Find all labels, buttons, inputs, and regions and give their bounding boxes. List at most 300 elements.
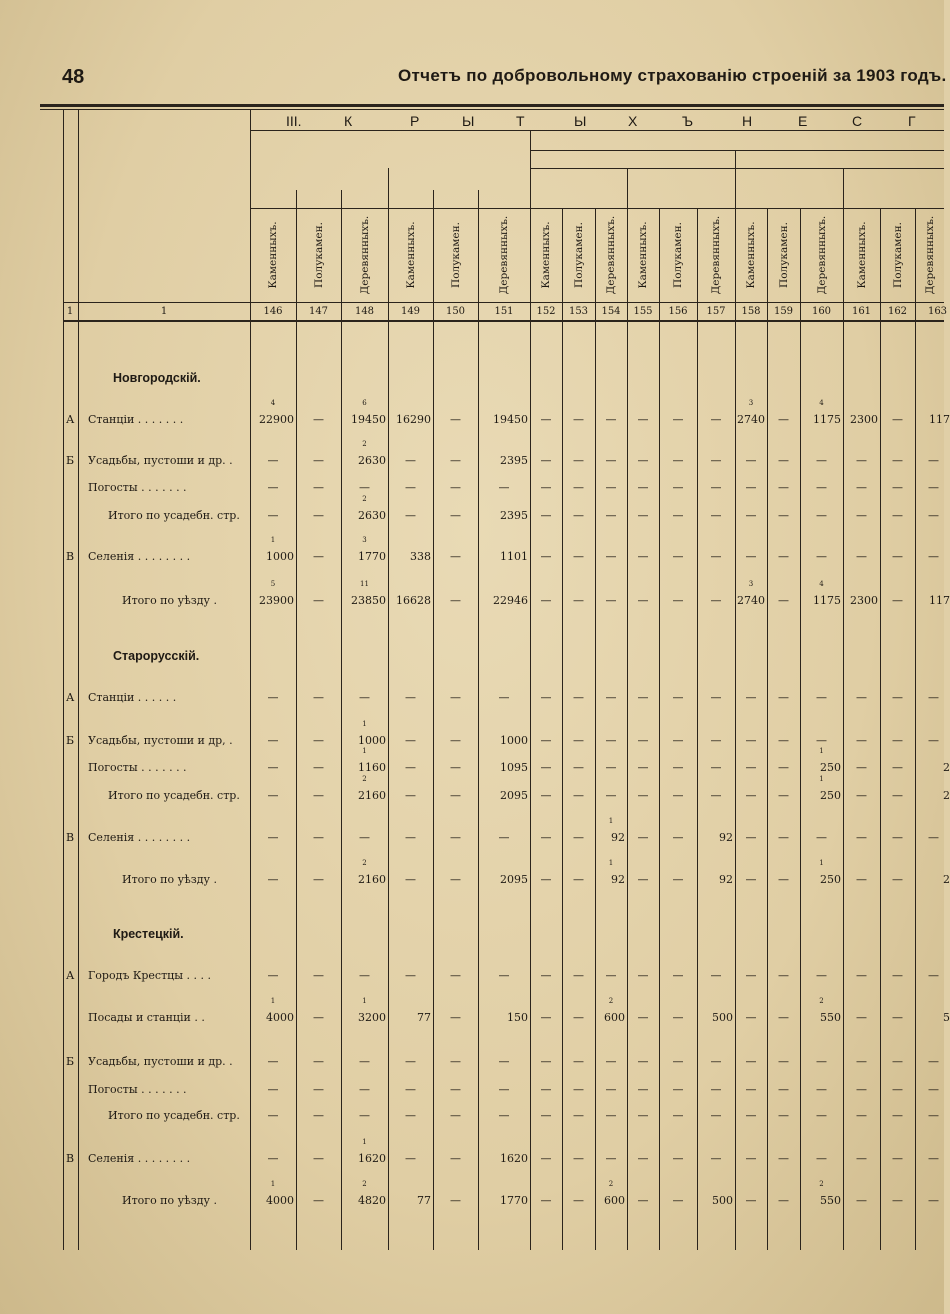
material-label: Полукамен. bbox=[449, 222, 462, 288]
cell-dash: — bbox=[710, 789, 722, 802]
cell-value: 600 bbox=[604, 1194, 625, 1207]
material-label: Деревянныхъ. bbox=[709, 215, 722, 295]
column-number: 146 bbox=[263, 306, 283, 317]
cell-dash: — bbox=[573, 969, 584, 982]
cell-value: 2 bbox=[943, 761, 950, 774]
cell-dash: — bbox=[573, 1152, 584, 1165]
cell-dash: — bbox=[405, 873, 416, 886]
column-number: 155 bbox=[633, 306, 653, 317]
material-label: Полукамен. bbox=[891, 222, 904, 288]
cell-dash: — bbox=[359, 481, 370, 494]
cell-dash: — bbox=[405, 691, 416, 704]
cell-dash: — bbox=[450, 691, 461, 704]
material-label: Полукамен. bbox=[671, 222, 684, 288]
cell-value: 550 bbox=[820, 1011, 841, 1024]
cell-dash: — bbox=[605, 761, 617, 774]
cell-dash: — bbox=[928, 550, 939, 563]
cell-dash: — bbox=[856, 1152, 867, 1165]
row-label: Усадьбы, пустоши и др, . bbox=[88, 734, 233, 747]
column-number: 157 bbox=[706, 306, 726, 317]
cell-dash: — bbox=[672, 734, 684, 747]
row-label: Итого по усадебн. стр. bbox=[108, 1109, 240, 1122]
column-rule bbox=[595, 208, 596, 1250]
cell-count: 6 bbox=[362, 399, 367, 407]
cell-dash: — bbox=[745, 1152, 757, 1165]
cell-value: 117 bbox=[929, 594, 950, 607]
cell-value: 77 bbox=[417, 1194, 431, 1207]
cell-dash: — bbox=[745, 481, 757, 494]
cell-dash: — bbox=[856, 761, 867, 774]
cell-dash: — bbox=[267, 789, 279, 802]
cell-value: 1000 bbox=[266, 550, 294, 563]
cell-dash: — bbox=[605, 1109, 617, 1122]
material-label: Каменныхъ. bbox=[404, 221, 417, 289]
cell-dash: — bbox=[313, 1011, 324, 1024]
cell-value: 600 bbox=[604, 1011, 625, 1024]
cell-dash: — bbox=[450, 1011, 461, 1024]
column-number: 154 bbox=[601, 306, 621, 317]
cell-dash: — bbox=[573, 594, 584, 607]
cell-dash: — bbox=[267, 1083, 279, 1096]
cell-dash: — bbox=[816, 481, 827, 494]
column-number: 152 bbox=[536, 306, 556, 317]
cell-value: 92 bbox=[719, 873, 733, 886]
group-title-letter: III. bbox=[286, 113, 302, 129]
cell-dash: — bbox=[313, 831, 324, 844]
column-rule bbox=[341, 190, 342, 1250]
cell-dash: — bbox=[892, 1011, 903, 1024]
cell-dash: — bbox=[405, 1109, 416, 1122]
cell-dash: — bbox=[498, 1055, 510, 1068]
cell-value: 2395 bbox=[500, 509, 528, 522]
section-title: Крестецкій. bbox=[113, 927, 184, 941]
cell-dash: — bbox=[573, 1109, 584, 1122]
cell-dash: — bbox=[405, 1083, 416, 1096]
cell-count: 2 bbox=[362, 495, 367, 503]
cell-value: 1000 bbox=[358, 734, 386, 747]
cell-dash: — bbox=[573, 550, 584, 563]
cell-dash: — bbox=[573, 481, 584, 494]
cell-dash: — bbox=[405, 1152, 416, 1165]
cell-dash: — bbox=[710, 969, 722, 982]
cell-count: 1 bbox=[270, 1180, 276, 1188]
cell-dash: — bbox=[540, 1152, 552, 1165]
cell-dash: — bbox=[637, 969, 649, 982]
cell-dash: — bbox=[637, 873, 649, 886]
row-literal: В bbox=[66, 1152, 75, 1165]
cell-dash: — bbox=[313, 1083, 324, 1096]
row-label: Итого по уѣзду . bbox=[122, 1194, 217, 1207]
row-label: Итого по уѣзду . bbox=[122, 594, 217, 607]
cell-count: 2 bbox=[362, 440, 367, 448]
cell-value: 2 bbox=[943, 873, 950, 886]
cell-value: 19450 bbox=[351, 413, 386, 426]
cell-dash: — bbox=[816, 509, 827, 522]
cell-dash: — bbox=[892, 1083, 903, 1096]
cell-dash: — bbox=[710, 509, 722, 522]
cell-dash: — bbox=[778, 481, 789, 494]
cell-count: 3 bbox=[748, 399, 754, 407]
column-number: 163 bbox=[927, 306, 948, 317]
cell-dash: — bbox=[816, 1152, 827, 1165]
cell-dash: — bbox=[672, 1011, 684, 1024]
cell-dash: — bbox=[450, 761, 461, 774]
cell-dash: — bbox=[778, 594, 789, 607]
cell-dash: — bbox=[710, 1109, 722, 1122]
page-title: Отчетъ по добровольному страхованію строеній за 1903 годъ. bbox=[398, 66, 947, 85]
cell-dash: — bbox=[778, 761, 789, 774]
cell-dash: — bbox=[637, 831, 649, 844]
cell-dash: — bbox=[745, 734, 757, 747]
cell-count: 1 bbox=[819, 747, 824, 755]
cell-count: 1 bbox=[270, 997, 276, 1005]
res-sub-bottom bbox=[250, 208, 530, 209]
row-literal: В bbox=[66, 831, 75, 844]
cell-value: 1175 bbox=[813, 413, 841, 426]
cell-value: 23900 bbox=[259, 594, 294, 607]
cell-dash: — bbox=[892, 550, 903, 563]
row-label: Итого по усадебн. стр. bbox=[108, 789, 240, 802]
row-label: Селенія . . . . . . . . bbox=[88, 550, 191, 563]
cell-count: 11 bbox=[360, 580, 369, 588]
cell-dash: — bbox=[672, 1194, 684, 1207]
cell-dash: — bbox=[928, 509, 939, 522]
cell-value: 19450 bbox=[493, 413, 528, 426]
cell-dash: — bbox=[498, 481, 510, 494]
cell-dash: — bbox=[313, 734, 324, 747]
cell-dash: — bbox=[405, 969, 416, 982]
cell-dash: — bbox=[856, 1109, 867, 1122]
column-number: 1 bbox=[160, 306, 168, 317]
cell-dash: — bbox=[313, 1152, 324, 1165]
cell-dash: — bbox=[498, 691, 510, 704]
cell-dash: — bbox=[313, 691, 324, 704]
group-title-letter: Х bbox=[628, 113, 638, 129]
cell-dash: — bbox=[637, 1109, 649, 1122]
cell-dash: — bbox=[928, 969, 939, 982]
row-label: Погосты . . . . . . . bbox=[88, 1083, 187, 1096]
cell-dash: — bbox=[637, 413, 649, 426]
cell-dash: — bbox=[928, 454, 939, 467]
group-title-letter: К bbox=[344, 113, 353, 129]
cell-value: 92 bbox=[611, 873, 625, 886]
cell-dash: — bbox=[672, 761, 684, 774]
cell-dash: — bbox=[672, 831, 684, 844]
cell-dash: — bbox=[637, 761, 649, 774]
cell-dash: — bbox=[405, 481, 416, 494]
cell-dash: — bbox=[672, 1109, 684, 1122]
cell-dash: — bbox=[778, 1011, 789, 1024]
cell-value: 2395 bbox=[500, 454, 528, 467]
cell-dash: — bbox=[359, 969, 370, 982]
cell-dash: — bbox=[856, 1011, 867, 1024]
cell-value: 3200 bbox=[358, 1011, 386, 1024]
row-label: Селенія . . . . . . . . bbox=[88, 831, 191, 844]
cell-value: 22900 bbox=[259, 413, 294, 426]
cell-dash: — bbox=[359, 1109, 370, 1122]
cell-dash: — bbox=[778, 873, 789, 886]
cell-dash: — bbox=[450, 1152, 461, 1165]
cell-count: 1 bbox=[819, 775, 824, 783]
cell-dash: — bbox=[745, 691, 757, 704]
cell-dash: — bbox=[313, 1055, 324, 1068]
cell-value: 2160 bbox=[358, 789, 386, 802]
connected-title-bottom bbox=[530, 168, 944, 169]
group-title-letter: Е bbox=[798, 113, 808, 129]
group-title-letter: С bbox=[852, 113, 863, 129]
cell-dash: — bbox=[892, 789, 903, 802]
cell-dash: — bbox=[816, 1055, 827, 1068]
cell-dash: — bbox=[892, 734, 903, 747]
column-number: 159 bbox=[773, 306, 794, 317]
cell-dash: — bbox=[573, 413, 584, 426]
cell-dash: — bbox=[745, 1083, 757, 1096]
cell-dash: — bbox=[313, 789, 324, 802]
cell-dash: — bbox=[405, 1055, 416, 1068]
cell-value: 1770 bbox=[358, 550, 386, 563]
cell-dash: — bbox=[405, 789, 416, 802]
cell-value: 1095 bbox=[500, 761, 528, 774]
cell-dash: — bbox=[450, 1083, 461, 1096]
column-number: 149 bbox=[400, 306, 421, 317]
column-number: 151 bbox=[494, 306, 514, 317]
cell-dash: — bbox=[816, 734, 827, 747]
row-literal: Б bbox=[66, 734, 75, 747]
cell-count: 2 bbox=[819, 997, 824, 1005]
cell-dash: — bbox=[856, 734, 867, 747]
cell-dash: — bbox=[313, 1194, 324, 1207]
cell-dash: — bbox=[498, 969, 510, 982]
cell-dash: — bbox=[450, 873, 461, 886]
column-rule bbox=[880, 208, 881, 1250]
cell-dash: — bbox=[605, 734, 617, 747]
cell-dash: — bbox=[672, 1152, 684, 1165]
cell-dash: — bbox=[672, 1055, 684, 1068]
column-rule bbox=[697, 208, 698, 1250]
cell-dash: — bbox=[892, 481, 903, 494]
cell-count: 1 bbox=[819, 859, 824, 867]
cell-dash: — bbox=[672, 550, 684, 563]
cell-dash: — bbox=[540, 873, 552, 886]
material-label: Деревянныхъ. bbox=[923, 215, 936, 295]
cell-dash: — bbox=[313, 594, 324, 607]
group-title-letter: Г bbox=[908, 113, 916, 129]
cell-dash: — bbox=[605, 509, 617, 522]
cell-count: 4 bbox=[270, 399, 276, 407]
con-sep-split bbox=[735, 150, 736, 1250]
column-rule bbox=[433, 190, 434, 1250]
cell-dash: — bbox=[928, 1152, 939, 1165]
cell-dash: — bbox=[540, 691, 552, 704]
cell-value: 4000 bbox=[266, 1011, 294, 1024]
cell-count: 1 bbox=[362, 1138, 367, 1146]
cell-count: 2 bbox=[362, 775, 367, 783]
cell-value: 92 bbox=[719, 831, 733, 844]
cell-dash: — bbox=[540, 1194, 552, 1207]
cell-dash: — bbox=[637, 1083, 649, 1096]
cell-dash: — bbox=[359, 1083, 370, 1096]
cell-count: 2 bbox=[819, 1180, 824, 1188]
cell-dash: — bbox=[450, 594, 461, 607]
group-title-letter: Ы bbox=[462, 113, 475, 129]
cell-dash: — bbox=[816, 1109, 827, 1122]
cell-count: 1 bbox=[362, 747, 367, 755]
row-label: Итого по уѣзду . bbox=[122, 873, 217, 886]
cell-dash: — bbox=[605, 1055, 617, 1068]
cell-dash: — bbox=[267, 1152, 279, 1165]
cell-dash: — bbox=[928, 1055, 939, 1068]
cell-dash: — bbox=[405, 454, 416, 467]
cell-dash: — bbox=[605, 691, 617, 704]
cell-dash: — bbox=[573, 789, 584, 802]
top-rule-thin bbox=[40, 109, 944, 110]
cell-dash: — bbox=[605, 481, 617, 494]
cell-value: 2300 bbox=[850, 413, 878, 426]
column-rule bbox=[562, 208, 563, 1250]
cell-dash: — bbox=[710, 1152, 722, 1165]
cell-dash: — bbox=[267, 1055, 279, 1068]
cell-dash: — bbox=[672, 481, 684, 494]
column-number: 153 bbox=[568, 306, 589, 317]
cell-count: 2 bbox=[362, 859, 367, 867]
cell-dash: — bbox=[540, 481, 552, 494]
cell-dash: — bbox=[450, 1194, 461, 1207]
cell-dash: — bbox=[928, 1083, 939, 1096]
cell-dash: — bbox=[745, 789, 757, 802]
cell-value: 250 bbox=[820, 873, 841, 886]
column-number: 162 bbox=[887, 306, 908, 317]
cell-dash: — bbox=[816, 550, 827, 563]
cell-dash: — bbox=[745, 969, 757, 982]
cell-dash: — bbox=[267, 1109, 279, 1122]
cell-dash: — bbox=[540, 454, 552, 467]
cell-dash: — bbox=[498, 831, 510, 844]
cell-value: 338 bbox=[410, 550, 431, 563]
cell-dash: — bbox=[573, 831, 584, 844]
material-label: Каменныхъ. bbox=[855, 221, 868, 289]
cell-dash: — bbox=[450, 969, 461, 982]
cell-count: 3 bbox=[362, 536, 367, 544]
cell-dash: — bbox=[892, 1109, 903, 1122]
column-number: 148 bbox=[354, 306, 375, 317]
column-number: 156 bbox=[668, 306, 688, 317]
cell-dash: — bbox=[267, 734, 279, 747]
cell-dash: — bbox=[450, 1109, 461, 1122]
cell-value: 1620 bbox=[358, 1152, 386, 1165]
row-literal: А bbox=[66, 691, 75, 704]
con-count-sum-split bbox=[627, 168, 628, 1250]
cell-dash: — bbox=[637, 550, 649, 563]
cell-dash: — bbox=[856, 873, 867, 886]
cell-dash: — bbox=[778, 1083, 789, 1096]
cell-dash: — bbox=[605, 789, 617, 802]
cell-dash: — bbox=[573, 1194, 584, 1207]
row-literal: А bbox=[66, 413, 75, 426]
cell-count: 1 bbox=[362, 997, 367, 1005]
cell-dash: — bbox=[892, 413, 903, 426]
row-label: Погосты . . . . . . . bbox=[88, 761, 187, 774]
top-rule-thick bbox=[40, 104, 944, 107]
row-literal: В bbox=[66, 550, 75, 563]
cell-dash: — bbox=[710, 481, 722, 494]
section-title: Новгородскій. bbox=[113, 371, 201, 385]
row-literal: Б bbox=[66, 1055, 75, 1068]
cell-dash: — bbox=[605, 594, 617, 607]
cell-dash: — bbox=[540, 1011, 552, 1024]
cell-dash: — bbox=[540, 550, 552, 563]
cell-value: 5 bbox=[943, 1011, 950, 1024]
cell-dash: — bbox=[745, 1055, 757, 1068]
cell-value: 2740 bbox=[737, 594, 765, 607]
material-label: Деревянныхъ. bbox=[604, 215, 617, 295]
cell-dash: — bbox=[856, 1083, 867, 1096]
row-label: Усадьбы, пустоши и др. . bbox=[88, 454, 233, 467]
cell-dash: — bbox=[637, 1194, 649, 1207]
cell-dash: — bbox=[637, 481, 649, 494]
sep-count-sum-split bbox=[843, 168, 844, 1250]
row-label: Итого по усадебн. стр. bbox=[108, 509, 240, 522]
cell-dash: — bbox=[928, 734, 939, 747]
cell-dash: — bbox=[267, 509, 279, 522]
cell-value: 150 bbox=[507, 1011, 528, 1024]
cell-value: 4820 bbox=[358, 1194, 386, 1207]
cell-count: 5 bbox=[270, 580, 276, 588]
row-label: Посады и станціи . . bbox=[88, 1011, 205, 1024]
cell-dash: — bbox=[672, 454, 684, 467]
material-label: Полукамен. bbox=[312, 222, 325, 288]
column-rule bbox=[250, 110, 251, 1250]
cell-value: 2630 bbox=[358, 509, 386, 522]
cell-dash: — bbox=[573, 691, 584, 704]
cell-value: 2300 bbox=[850, 594, 878, 607]
row-label: Погосты . . . . . . . bbox=[88, 481, 187, 494]
cell-count: 1 bbox=[608, 859, 614, 867]
cell-dash: — bbox=[745, 1011, 757, 1024]
cell-value: 22946 bbox=[493, 594, 528, 607]
group-title-bottom bbox=[250, 130, 944, 131]
cell-value: 1620 bbox=[500, 1152, 528, 1165]
column-rule bbox=[915, 208, 916, 1250]
cold-title-bottom bbox=[530, 150, 944, 151]
column-rule bbox=[478, 190, 479, 1250]
cell-count: 1 bbox=[270, 536, 276, 544]
cell-dash: — bbox=[267, 831, 279, 844]
column-number: 161 bbox=[851, 306, 872, 317]
cell-dash: — bbox=[892, 509, 903, 522]
cell-dash: — bbox=[637, 789, 649, 802]
cell-dash: — bbox=[778, 969, 789, 982]
cell-dash: — bbox=[710, 1083, 722, 1096]
section-title: Старорусскій. bbox=[113, 649, 200, 663]
material-label: Каменныхъ. bbox=[266, 221, 279, 289]
cell-value: 2095 bbox=[500, 873, 528, 886]
row-label: Станціи . . . . . . bbox=[88, 691, 177, 704]
cell-dash: — bbox=[672, 413, 684, 426]
row-label: Городъ Крестцы . . . . bbox=[88, 969, 211, 982]
material-label: Полукамен. bbox=[572, 222, 585, 288]
cell-dash: — bbox=[672, 691, 684, 704]
cell-dash: — bbox=[540, 734, 552, 747]
cell-dash: — bbox=[359, 831, 370, 844]
material-label: Деревянныхъ. bbox=[815, 215, 828, 295]
cell-dash: — bbox=[573, 734, 584, 747]
cell-dash: — bbox=[450, 509, 461, 522]
cell-dash: — bbox=[637, 734, 649, 747]
cell-dash: — bbox=[892, 873, 903, 886]
cell-dash: — bbox=[710, 1055, 722, 1068]
cell-dash: — bbox=[745, 761, 757, 774]
cell-dash: — bbox=[605, 550, 617, 563]
